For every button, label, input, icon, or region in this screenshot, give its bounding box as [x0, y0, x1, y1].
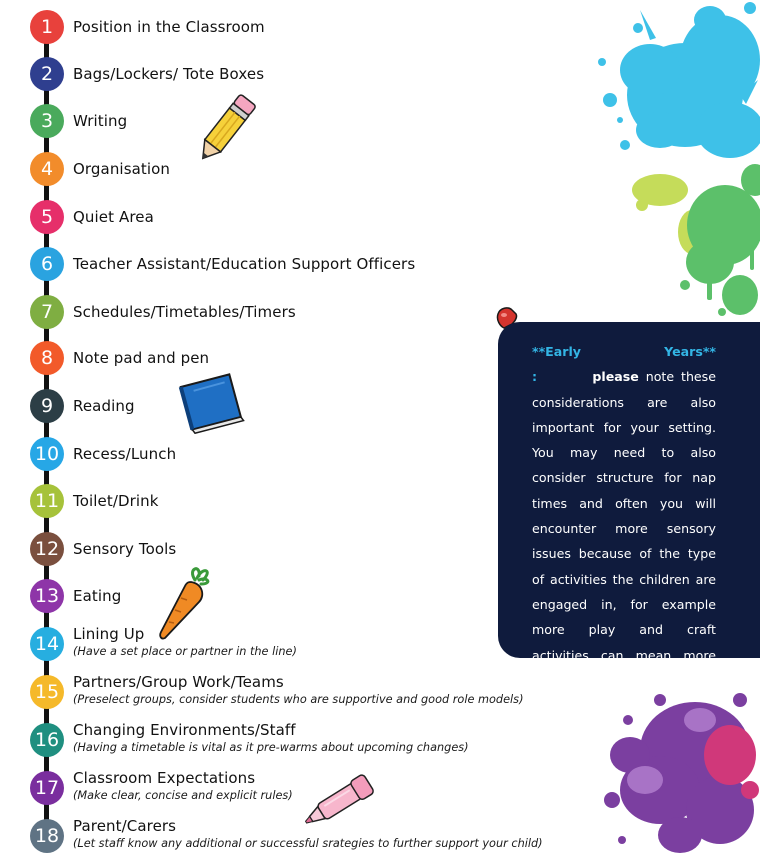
list-item — [30, 104, 590, 144]
early-years-heading: **Early Years** : — [532, 344, 716, 385]
item-label: Toilet/Drink — [73, 492, 159, 510]
callout-body: note these considerations are also important for your setting. You may need to also consider structure for nap times and often you will encounter more sensory issues because of the type of activities the children are engaged in, for example more play and craft activities can mean more sensory activities. — [532, 369, 716, 688]
early-years-callout-text — [532, 339, 716, 693]
list-item — [30, 723, 590, 763]
item-label: Writing — [73, 112, 128, 130]
item-label: Bags/Lockers/ Tote Boxes — [73, 65, 265, 83]
highlighter-icon — [300, 768, 380, 834]
item-label: Lining Up — [73, 625, 145, 643]
item-number-badge: 11 — [30, 484, 64, 518]
item-note: (Having a timetable is vital as it pre-warms about upcoming changes) — [73, 741, 469, 754]
item-number-badge: 2 — [30, 57, 64, 91]
list-item — [30, 247, 590, 287]
item-number-badge: 15 — [30, 675, 64, 709]
item-number-badge: 10 — [30, 437, 64, 471]
item-label: Quiet Area — [73, 208, 154, 226]
item-label: Eating — [73, 587, 122, 605]
item-label: Note pad and pen — [73, 349, 210, 367]
item-note: (Let staff know any additional or successful srategies to further support your child) — [73, 837, 543, 850]
item-note: (Make clear, concise and explicit rules) — [73, 789, 293, 802]
item-label: Classroom Expectations — [73, 769, 256, 787]
book-icon — [176, 372, 246, 434]
list-item — [30, 152, 590, 192]
item-number-badge: 1 — [30, 10, 64, 44]
item-number-badge: 14 — [30, 627, 64, 661]
pencil-icon — [190, 90, 260, 170]
item-number-badge: 6 — [30, 247, 64, 281]
item-number-badge: 17 — [30, 771, 64, 805]
item-number-badge: 8 — [30, 341, 64, 375]
item-number-badge: 5 — [30, 200, 64, 234]
item-number-badge: 3 — [30, 104, 64, 138]
item-label: Sensory Tools — [73, 540, 177, 558]
callout-lead-word: please — [592, 369, 639, 385]
list-item — [30, 57, 590, 97]
carrot-icon — [155, 562, 215, 642]
item-number-badge: 16 — [30, 723, 64, 757]
list-item — [30, 200, 590, 240]
list-item — [30, 10, 590, 50]
list-item — [30, 675, 590, 715]
item-label: Organisation — [73, 160, 171, 178]
item-label: Partners/Group Work/Teams — [73, 673, 284, 691]
item-label: Reading — [73, 397, 135, 415]
item-note: (Have a set place or partner in the line) — [73, 645, 297, 658]
item-label: Position in the Classroom — [73, 18, 265, 36]
item-number-badge: 7 — [30, 295, 64, 329]
item-note: (Preselect groups, consider students who are supportive and good role models) — [73, 693, 524, 706]
item-number-badge: 18 — [30, 819, 64, 853]
item-label: Schedules/Timetables/Timers — [73, 303, 296, 321]
item-label: Parent/Carers — [73, 817, 177, 835]
item-number-badge: 9 — [30, 389, 64, 423]
item-label: Teacher Assistant/Education Support Officers — [73, 255, 416, 273]
item-number-badge: 12 — [30, 532, 64, 566]
item-label: Recess/Lunch — [73, 445, 177, 463]
item-number-badge: 4 — [30, 152, 64, 186]
item-number-badge: 13 — [30, 579, 64, 613]
item-label: Changing Environments/Staff — [73, 721, 296, 739]
